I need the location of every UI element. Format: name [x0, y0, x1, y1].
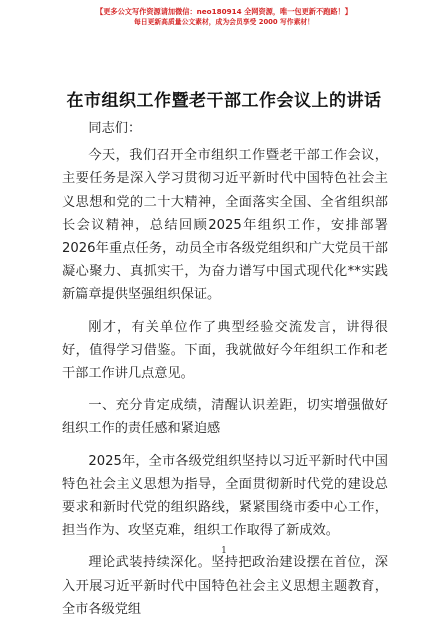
promo-banner — [0, 6, 448, 28]
section-heading: 一、充分肯定成绩，清醒认识差距，切实增强做好组织工作的责任感和紧迫感 — [62, 398, 388, 437]
paragraph: 今天，我们召开全市组织工作暨老干部工作会议，主要任务是深入学习贯彻习近平新时代中国特色社会主义思想和党的二十大精神，全面落实全国、全省组织部长会议精神，总结回顾2025年组织工作，安排部署2026年重点任务，动员全市各级党组织和广大党员干部凝心聚力、真抓实干，为奋力谱写中国式现代化**实践新篇章提供坚强组织保证。 — [62, 148, 388, 303]
paragraph: 理论武装持续深化。坚持把政治建设摆在首位，深入开展习近平新时代中国特色社会主义思想主题教育，全市各级党组 — [62, 555, 388, 617]
salutation: 同志们： — [88, 121, 142, 136]
promo-banner-line-1: 【更多公文写作资源请加微信：neo180914 全网资源，唯一包更新不跑路！】 — [96, 7, 352, 16]
paragraph: 刚才，有关单位作了典型经验交流发言，讲得很好，值得学习借鉴。下面，我就做好今年组织工作和老干部工作讲几点意见。 — [62, 319, 388, 382]
paragraph: 2025年，全市各级党组织坚持以习近平新时代中国特色社会主义思想为指导，全面贯彻新时代党的建设总要求和新时代党的组织路线，紧紧围绕市委中心工作，担当作为、攻坚克难，组织工作取得了新成效。 — [62, 453, 388, 539]
promo-banner-line-2: 每日更新高质量公文素材，成为会员享受 2000 写作素材！ — [134, 18, 314, 26]
page-number: 1 — [221, 546, 227, 556]
document-title: 在市组织工作暨老干部工作会议上的讲话 — [66, 91, 382, 111]
